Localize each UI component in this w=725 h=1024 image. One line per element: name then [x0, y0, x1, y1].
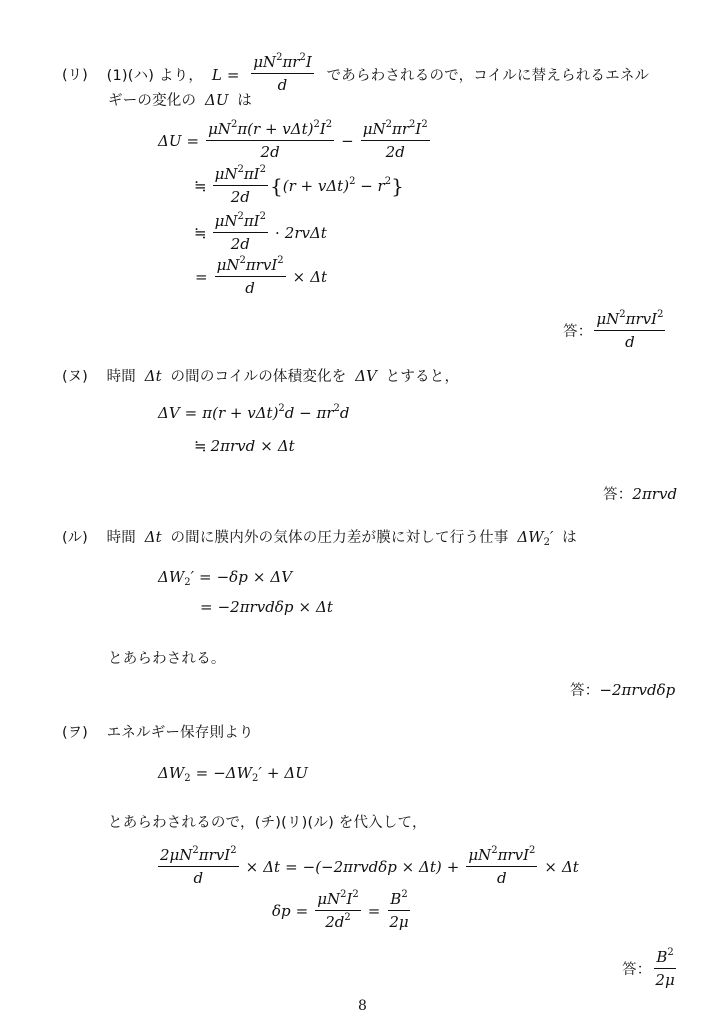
section-wo-line1	[62, 722, 254, 743]
equation-row: $\Delta W_2$ = $-\Delta W_2'$ + ΔU	[158, 764, 308, 784]
text: は	[562, 530, 577, 546]
answer-ri: 答： $\frac{\mu N^2\pi rvI^2}{d}$	[563, 309, 664, 351]
section-ri-line1: (リ) (1)(ハ) より， L = $\frac{\mu N^2\pi r^2I}{d}$ であらわされるので，コイルに替えられるエネル	[62, 52, 650, 94]
text: 時間	[106, 530, 137, 546]
section-label: (ヲ)	[62, 725, 88, 741]
text: 時間	[106, 369, 137, 385]
answer-wo: 答： $\frac{B^2}{2\mu}$	[622, 947, 675, 989]
answer-prefix: 答：	[622, 962, 652, 978]
equation-row: ΔV = $\pi(r + v\Delta t)^2d - \pi r^2d$	[158, 403, 350, 422]
text: とあらわされるので，(チ)(リ)(ル) を代入して，	[108, 815, 427, 831]
page-number: 8	[358, 998, 367, 1014]
fraction-L: $\frac{\mu N^2\pi r^2I}{d}$	[253, 52, 312, 94]
answer-ru	[570, 679, 675, 700]
text: の間に膜内外の気体の圧力差が膜に対して行う仕事	[170, 530, 509, 546]
section-ru-line1: (ル) 時間 Δt の間に膜内外の気体の圧力差が膜に対して行う仕事 $\Delta W_2'$ は	[62, 528, 577, 548]
answer-prefix: 答：	[570, 683, 600, 699]
text: とすると，	[385, 369, 460, 385]
equation-row: ≒ $\frac{\mu N^2\pi I^2}{2d}$ { $(r + v\Delta t)^2 - r^2$ }	[194, 164, 404, 206]
math-inline: L	[211, 65, 222, 84]
text: ギーの変化の	[108, 93, 197, 109]
text: エネルギー保存則より	[106, 725, 254, 741]
equation-row: = −2πrvdδp × Δt	[200, 598, 333, 616]
equation-row: $\Delta W_2'$ = −δp × ΔV	[158, 568, 293, 588]
section-label: (ヌ)	[62, 369, 88, 385]
answer-prefix: 答：	[603, 487, 633, 503]
text: は	[237, 93, 252, 109]
equation-row: $\frac{2\mu N^2\pi rvI^2}{d}$ × Δt = −(−2πrvdδp × Δt) + $\frac{\mu N^2\pi rvI^2}{d}$ × Δt	[160, 845, 579, 887]
answer-prefix: 答：	[563, 324, 593, 340]
section-ru-after	[108, 648, 226, 669]
section-wo-line2	[108, 812, 427, 833]
answer-nu	[603, 483, 677, 504]
equation-row: ≒ 2πrvd × Δt	[194, 437, 295, 455]
section-label: (ル)	[62, 530, 88, 546]
text: (1)(ハ) より，	[106, 67, 204, 84]
section-nu-line1: (ヌ) 時間 Δt の間のコイルの体積変化を ΔV とすると，	[62, 367, 460, 385]
answer-value: 2πrvd	[632, 484, 678, 503]
section-ri-line2	[108, 90, 252, 111]
text: とあらわされる。	[108, 651, 226, 667]
text: の間のコイルの体積変化を	[170, 369, 347, 385]
equation-row: ≒ $\frac{\mu N^2\pi I^2}{2d}$ · 2rvΔt	[194, 211, 327, 253]
math-inline: ΔU	[204, 91, 229, 109]
answer-value: −2πrvdδp	[599, 680, 676, 699]
equation-row: = $\frac{\mu N^2\pi rvI^2}{d}$ × Δt	[195, 255, 328, 297]
section-label: (リ)	[62, 67, 88, 84]
text: であらわされるので，コイルに替えられるエネル	[326, 67, 650, 84]
equation-row: δp = $\frac{\mu N^2I^2}{2d^2}$ = $\frac{B^2}{2\mu}$	[272, 889, 409, 931]
equation-row: ΔU = $\frac{\mu N^2\pi(r + v\Delta t)^2I^2}{2d}$ − $\frac{\mu N^2\pi r^2I^2}{2d}$	[158, 119, 428, 161]
